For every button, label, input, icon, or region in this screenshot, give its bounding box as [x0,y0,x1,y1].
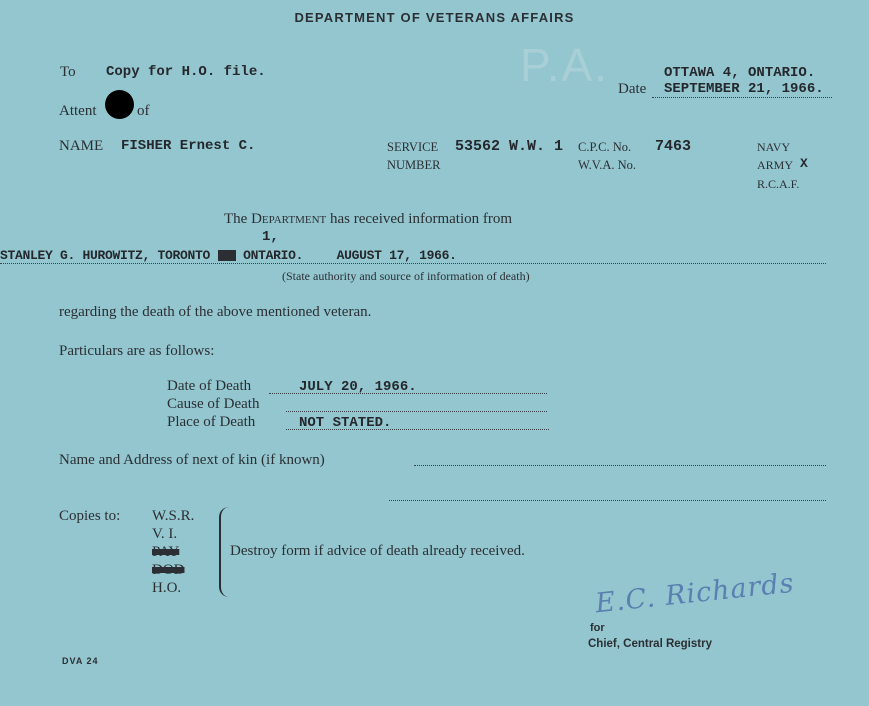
next-of-kin-line-1 [414,465,826,466]
copies-item-dod-text: DOD [152,562,185,578]
copies-item-pay-text: PAY [152,544,180,560]
branch-navy: NAVY [757,140,791,154]
regarding-text: regarding the death of the above mentioned veteran. [59,304,372,320]
branch-army: ARMY [757,158,794,172]
copies-item-wsr: W.S.R. [152,508,195,524]
signature: E.C. Richards [593,567,796,620]
source-value [0,248,457,263]
date-label: Date [618,81,647,97]
form-code: DVA 24 [62,656,99,666]
place-of-death-value: NOT STATED. [299,415,392,431]
wva-label: W.V.A. No. [578,158,636,172]
to-label: To [60,64,76,80]
cause-of-death-line [286,411,547,412]
service-value: 53562 W.W. 1 [455,138,564,155]
name-value: FISHER Ernest C. [121,138,256,154]
copies-item-dod [152,562,185,579]
pa-stamp: P.A. [520,39,609,91]
copies-item-ho: H.O. [152,580,182,596]
next-of-kin-line-2 [389,500,826,501]
name-label: NAME [59,138,104,154]
copies-item-pay [152,544,179,561]
info-intro-start: The [224,211,252,227]
redaction-dot [105,90,134,119]
signature-for: for [590,622,605,634]
source-caption: (State authority and source of information of death) [282,269,530,283]
next-of-kin-label: Name and Address of next of kin (if known) [59,452,325,468]
date-of-death-value: JULY 20, 1966. [299,379,417,395]
source-province: ONTARIO. [243,248,304,263]
to-value: Copy for H.O. file. [106,64,266,80]
branch-rcaf: R.C.A.F. [757,177,800,191]
service-number-label: NUMBER [387,158,441,172]
form-title: DEPARTMENT OF VETERANS AFFAIRS [294,10,575,25]
date-of-death-label: Date of Death [167,378,252,394]
copies-item-vi: V. I. [152,526,178,542]
service-label: SERVICE [387,140,439,154]
date-value: SEPTEMBER 21, 1966. [664,81,824,97]
source-name: STANLEY G. HUROWITZ, TORONTO [0,248,211,263]
place-of-death-label: Place of Death [167,414,256,430]
signature-title: Chief, Central Registry [588,638,712,650]
date-dotted-line [652,97,832,98]
source-correction: 1, [262,229,279,245]
cpc-value: 7463 [655,138,692,155]
attention-of: of [137,103,150,119]
army-check-mark: X [800,156,808,171]
source-dotted-line [0,263,826,264]
info-intro-end: has received information from [326,211,513,227]
city-value: OTTAWA 4, ONTARIO. [664,65,816,81]
destroy-note: Destroy form if advice of death already received. [230,543,525,559]
copies-label: Copies to: [59,508,121,524]
attention-label: Attent [59,103,97,119]
source-date: AUGUST 17, 1966. [336,248,457,263]
cpc-label: C.P.C. No. [578,140,632,154]
particulars-heading: Particulars are as follows: [59,343,215,359]
department-word: Department [251,211,327,227]
source-redaction [218,250,236,261]
info-intro [224,211,512,228]
cause-of-death-label: Cause of Death [167,396,260,412]
